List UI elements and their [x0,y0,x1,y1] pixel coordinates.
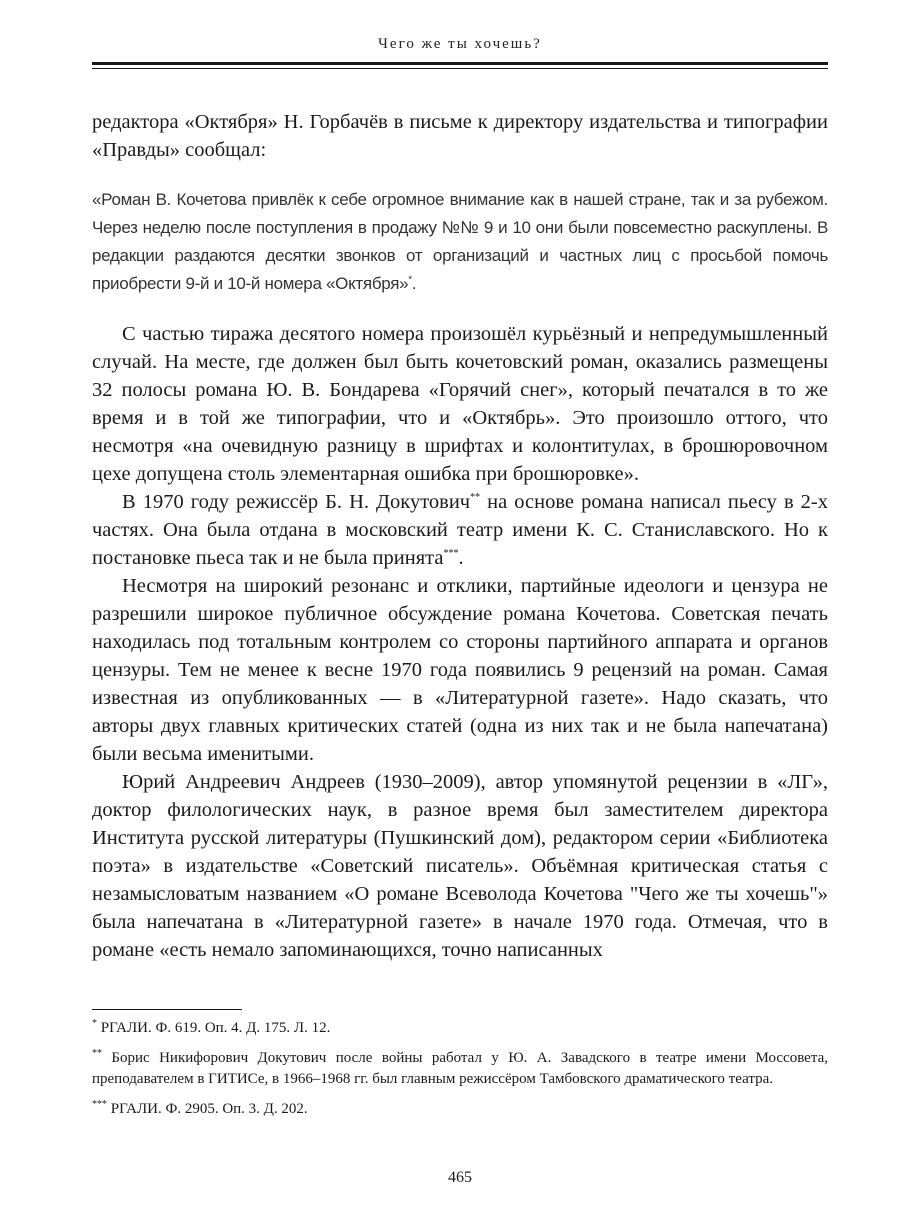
running-head: Чего же ты хочешь? [378,36,542,52]
paragraph-2-part-c: . [458,547,464,569]
paragraph-3: Несмотря на широкий резонанс и отклики, партийные идеологи и цензура не разрешили широкое публичное обсуждение романа Кочетова. Советская печать находилась под тотальным контролем со стороны партийного аппарата и органов цензуры. Тем не менее к весне 1970 года появились 9 рецензий на роман. Самая известная из опубликованных — в «Литературной газете». Надо сказать, что авторы двух главных критических статей (одна из них так и не была напечатана) были весьма именитыми. [92,575,828,765]
footnote-1 [92,1018,828,1039]
main-text [92,108,828,964]
page-number: 465 [448,1169,472,1186]
paragraph-2 [92,488,828,572]
paragraph-4: Юрий Андреевич Андреев (1930–2009), автор упомянутой рецензии в «ЛГ», доктор филологических наук, в разное время был заместителем директора Института русской литературы (Пушкинский дом), редактором серии «Библиотека поэта» в издательстве «Советский писатель». Объёмная критическая статья с незамысловатым названием «О романе Всеволода Кочетова "Чего же ты хочешь"» была напечатана в «Литературной газете» в начале 1970 года. Отмечая, что в романе «есть немало запоминающихся, точно написанных [92,771,828,961]
paragraph-continued: редактора «Октября» Н. Горбачёв в письме к директору издательства и типографии «Правды» сообщал: [92,111,828,161]
block-quote-end: . [411,274,417,293]
footnote-3-text: РГАЛИ. Ф. 2905. Оп. 3. Д. 202. [107,1101,308,1117]
footnote-ref-1: * [408,274,412,286]
header-rule-thick [92,62,828,65]
footnote-2-text: Борис Никифорович Докутович после войны работал у Ю. А. Завадского в театре имени Моссовета, преподавателем в ГИТИСе, в 1966–1968 гг. был главным режиссёром Тамбовского драматического театра. [92,1050,828,1087]
paragraph-2-part-b: на основе романа написал пьесу в 2-х частях. Она была отдана в московский театр имени К. С. Станиславского. Но к постановке пьеса так и не была принята [92,491,829,569]
block-quote [92,186,828,298]
footnote-1-text: РГАЛИ. Ф. 619. Оп. 4. Д. 175. Л. 12. [97,1020,331,1036]
footnote-3-mark: *** [92,1099,107,1110]
block-quote-text: «Роман В. Кочетова привлёк к себе огромное внимание как в нашей стране, так и за рубежом. Через неделю после поступления в продажу №№ 9 и 10 они были повсеместно раскуплены. В редакции раздаются десятки звонков от организаций и частных лиц с просьбой помочь приобрести 9-й и 10-й номера «Октября» [92,190,828,293]
footnote-rule [92,1009,242,1010]
footnotes [92,1018,828,1129]
footnote-ref-2: ** [470,492,481,504]
footnote-2-mark: ** [92,1048,102,1059]
header-rule-thin [92,68,828,69]
paragraph-2-part-a: В 1970 году режиссёр Б. Н. Докутович [122,491,471,513]
footnote-1-mark: * [92,1018,97,1029]
footnote-3 [92,1099,828,1120]
footnote-ref-3: *** [443,548,459,560]
footnote-2 [92,1048,828,1090]
paragraph-1: С частью тиража десятого номера произошёл курьёзный и непредумышленный случай. На месте, где должен был быть кочетовский роман, оказались размещены 32 полосы романа Ю. В. Бондарева «Горячий снег», который печатался в то же время и в той же типографии, что и «Октябрь». Это произошло оттого, что несмотря «на очевидную разницу в шрифтах и колонтитулах, в брошюровочном цехе допущена столь элементарная ошибка при брошюровке». [92,323,828,485]
